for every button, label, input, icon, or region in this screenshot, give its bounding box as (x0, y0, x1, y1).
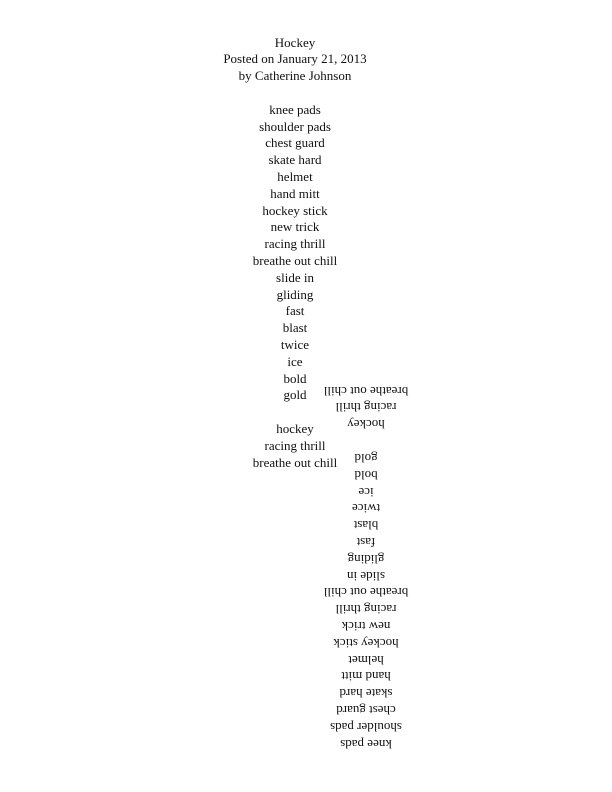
poem-line-inverted: hockey (347, 417, 385, 432)
poem-line: hockey stick (262, 203, 328, 218)
poem-line-inverted: slide in (347, 569, 385, 584)
poem-line: new trick (270, 219, 320, 234)
poem-line-inverted: knee pads (340, 737, 392, 752)
poem-line: helmet (277, 169, 313, 184)
poem-line: slide in (276, 270, 314, 285)
poem-title: Hockey (274, 35, 316, 50)
post-author: by Catherine Johnson (238, 68, 352, 83)
poem-line-inverted: skate hard (339, 686, 393, 701)
poem-line: gold (283, 387, 307, 402)
poem-line-inverted: chest guard (336, 703, 396, 718)
poem-line: blast (282, 320, 308, 335)
poem-line-inverted: shoulder pads (330, 720, 402, 735)
poem-line-inverted: fast (356, 535, 376, 550)
poem-line: skate hard (268, 152, 322, 167)
poem-line-inverted: hand mitt (341, 669, 391, 684)
poem-line-inverted: gold (354, 451, 378, 466)
poem-line-inverted: breathe out chill (323, 384, 409, 399)
poem-line: breathe out chill (252, 455, 338, 470)
poem-line-inverted: hockey stick (333, 636, 399, 651)
poem-line-inverted: helmet (348, 653, 384, 668)
poem-line: breathe out chill (252, 253, 338, 268)
poem-line-inverted: blast (353, 518, 379, 533)
post-date: Posted on January 21, 2013 (223, 51, 367, 66)
poem-line: twice (280, 337, 310, 352)
poem-line: ice (287, 354, 303, 369)
poem-line-inverted: breathe out chill (323, 585, 409, 600)
poem-line-inverted: bold (354, 468, 378, 483)
poem-line: bold (283, 371, 307, 386)
poem-line-inverted: twice (351, 501, 381, 516)
poem-line: hand mitt (270, 186, 320, 201)
poem-line: shoulder pads (259, 119, 331, 134)
poem-line-inverted: ice (358, 485, 374, 500)
poem-line: fast (285, 303, 305, 318)
poem-line: gliding (276, 287, 314, 302)
poem-line-inverted: gliding (347, 552, 385, 567)
poem-line: knee pads (269, 102, 321, 117)
poem-line-inverted: racing thrill (335, 602, 397, 617)
poem-line: racing thrill (264, 438, 326, 453)
poem-line-inverted: racing thrill (335, 400, 397, 415)
poem-line: racing thrill (264, 236, 326, 251)
poem-line-inverted: new trick (341, 619, 391, 634)
poem-line: hockey (276, 421, 314, 436)
poem-line: chest guard (265, 135, 325, 150)
